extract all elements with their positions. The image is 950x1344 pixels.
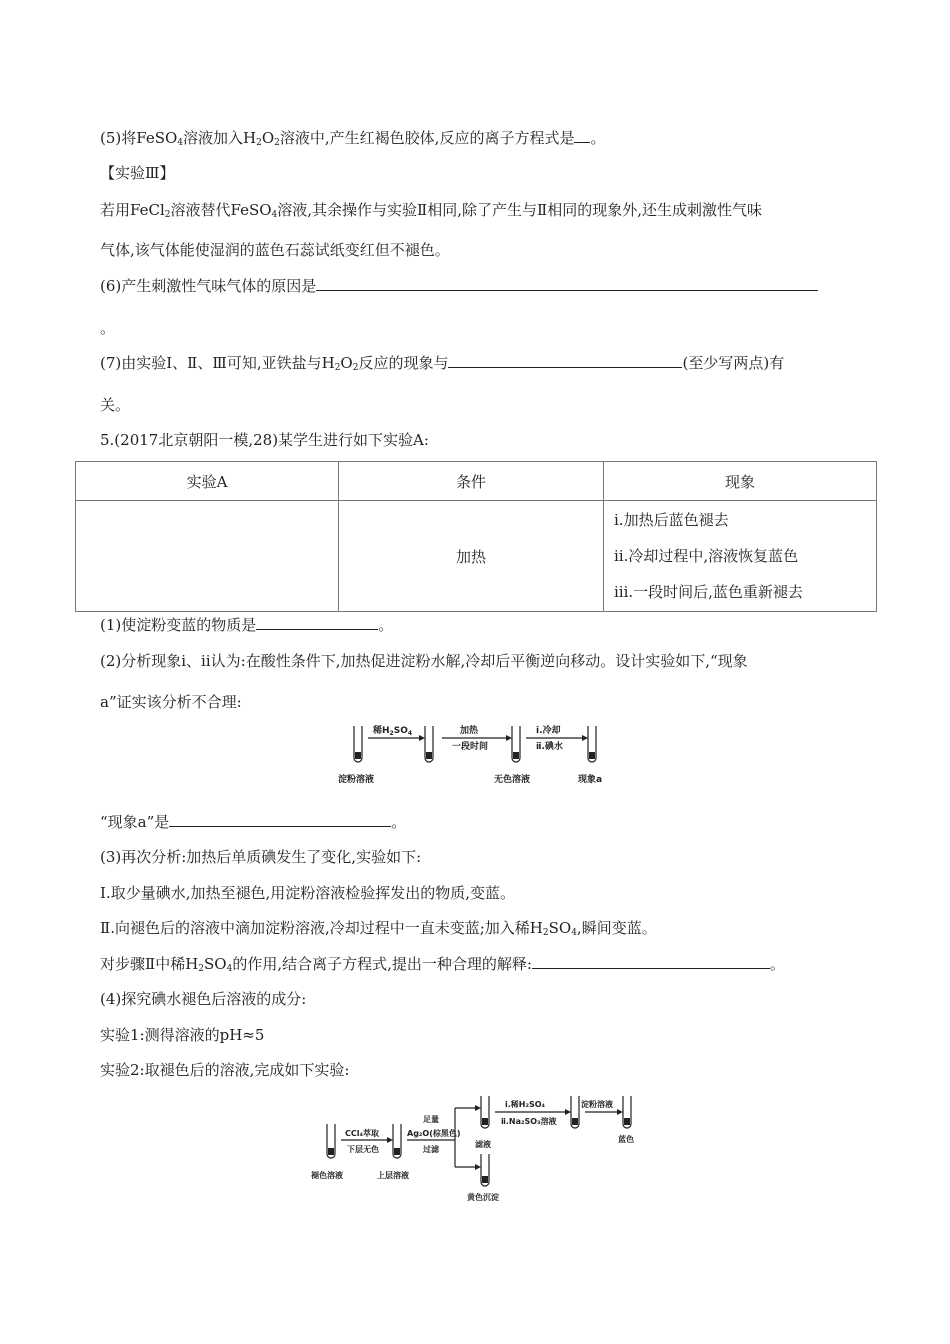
q6-end: 。 <box>100 319 116 337</box>
table-row <box>76 501 877 612</box>
sub4-exp2: 实验2:取褪色后的溶液,完成如下实验: <box>100 1061 350 1079</box>
answer-blank[interactable] <box>448 353 682 368</box>
arrow3-bottom-label: ⅱ.碘水 <box>536 742 563 752</box>
sub2-answer: “现象a”是 。 <box>100 813 407 831</box>
q7: (7)由实验Ⅰ、Ⅱ、Ⅲ可知,亚铁盐与$H_2O_2$反应的现象与 (至少写两点)有 <box>100 354 785 373</box>
a1-bottom-label: 下层无色 <box>347 1145 379 1154</box>
table-header-row <box>76 462 877 501</box>
answer-blank[interactable] <box>532 954 770 969</box>
arrow2-top-label: 加热 <box>460 726 479 736</box>
header-experiment: 实验A <box>76 462 339 501</box>
q7-line2: 关。 <box>100 396 131 414</box>
sub3-step1: Ⅰ.取少量碘水,加热至褪色,用淀粉溶液检验挥发出的物质,变蓝。 <box>100 884 516 902</box>
sub3-step2: Ⅱ.向褪色后的溶液中滴加淀粉溶液,冷却过程中一直未变蓝;加入稀$H_2SO_4$,瞬间变蓝。 <box>100 919 657 938</box>
header-condition: 条件 <box>339 462 604 501</box>
label-faded-solution: 褪色溶液 <box>311 1171 343 1180</box>
sub3-line1: (3)再次分析:加热后单质碘发生了变化,实验如下: <box>100 848 422 866</box>
condition-cell: 加热 <box>339 501 604 612</box>
experiment-table <box>75 461 877 612</box>
experiment-diagram-2 <box>305 1092 655 1207</box>
phenomenon-cell <box>604 501 877 612</box>
label-upper-solution: 上层溶液 <box>377 1171 409 1180</box>
a2-top1-label: 足量 <box>423 1115 439 1124</box>
a3-top-label: ⅰ.稀H₂SO₄ <box>505 1100 546 1109</box>
phenomenon-3: ⅲ.一段时间后,蓝色重新褪去 <box>614 583 803 601</box>
sub2-line1: (2)分析现象ⅰ、ⅱ认为:在酸性条件下,加热促进淀粉水解,冷却后平衡逆向移动。设计实验如下,“现象 <box>100 652 748 670</box>
label-phenomenon-a: 现象a <box>578 775 603 785</box>
exp3-line1: 若用FeCl$_2$溶液替代FeSO$_4$溶液,其余操作与实验Ⅱ相同,除了产生与Ⅱ相同的现象外,还生成刺激性气味 <box>100 201 762 220</box>
label-filtrate: 滤液 <box>475 1140 491 1149</box>
label-colorless-solution: 无色溶液 <box>494 775 531 785</box>
q5-title: 5.(2017北京朝阳一模,28)某学生进行如下实验A: <box>100 431 429 449</box>
label-starch-solution: 淀粉溶液 <box>338 775 375 785</box>
a1-top-label: CCl₄萃取 <box>345 1129 379 1138</box>
header-phenomenon: 现象 <box>604 462 877 501</box>
sub4-line1: (4)探究碘水褪色后溶液的成分: <box>100 990 307 1008</box>
sub1: (1)使淀粉变蓝的物质是 。 <box>100 616 394 634</box>
answer-blank[interactable] <box>256 615 378 630</box>
q6: (6)产生刺激性气味气体的原因是 <box>100 276 818 296</box>
exp3-line2: 气体,该气体能使湿润的蓝色石蕊试纸变红但不褪色。 <box>100 241 450 259</box>
label-blue: 蓝色 <box>618 1135 634 1144</box>
sub3-question: 对步骤Ⅱ中稀$H_2SO_4$的作用,结合离子方程式,提出一种合理的解释: 。 <box>100 955 785 974</box>
sub4-exp1: 实验1:测得溶液的pH≈5 <box>100 1026 265 1044</box>
phenomenon-1: ⅰ.加热后蓝色褪去 <box>614 511 729 529</box>
sub2-line2: a”证实该分析不合理: <box>100 693 242 711</box>
answer-blank[interactable] <box>316 276 818 291</box>
a4-top-label: 淀粉溶液 <box>581 1100 613 1109</box>
experiment-image-cell <box>76 501 339 612</box>
experiment-diagram-1 <box>330 718 630 788</box>
arrow2-bottom-label: 一段时间 <box>452 742 489 752</box>
exp3-heading: 【实验Ⅲ】 <box>100 164 175 182</box>
a2-bottom-label: 过滤 <box>423 1145 439 1154</box>
arrow1-label: 稀$H_2SO_4$ <box>373 726 413 737</box>
arrow3-top-label: ⅰ.冷却 <box>536 726 561 736</box>
q5-part5: (5)将FeSO$_4$溶液加入$H_2O_2$溶液中,产生红褐色胶体,反应的离子方程式是 。 <box>100 129 606 148</box>
label-yellow-precipitate: 黄色沉淀 <box>467 1193 499 1202</box>
answer-blank[interactable] <box>574 128 590 143</box>
answer-blank[interactable] <box>169 812 391 827</box>
a2-top2-label: Ag₂O(棕黑色) <box>407 1129 461 1138</box>
phenomenon-2: ⅱ.冷却过程中,溶液恢复蓝色 <box>614 547 799 565</box>
a3-bottom-label: ⅱ.Na₂SO₃溶液 <box>501 1117 557 1126</box>
